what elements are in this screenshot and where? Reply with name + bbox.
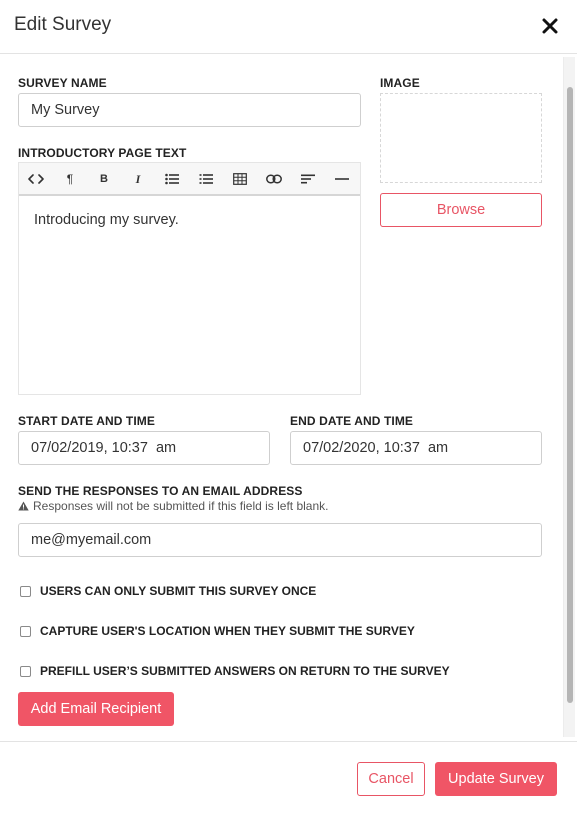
update-survey-button[interactable]: Update Survey xyxy=(435,762,557,796)
checkbox-row-submit-once xyxy=(20,583,316,599)
prefill-answers-checkbox[interactable] xyxy=(20,666,31,677)
table-icon[interactable] xyxy=(229,169,251,189)
bold-icon[interactable]: B xyxy=(100,173,108,185)
modal-footer xyxy=(0,741,577,814)
close-icon[interactable] xyxy=(540,16,560,36)
align-icon[interactable] xyxy=(297,169,319,189)
warning-icon xyxy=(18,501,29,511)
survey-name-label: SURVEY NAME xyxy=(18,76,107,90)
submit-once-checkbox[interactable] xyxy=(20,586,31,597)
bullet-list-icon[interactable] xyxy=(161,169,183,189)
checkbox-row-prefill xyxy=(20,663,450,679)
survey-name-input[interactable] xyxy=(18,93,361,127)
intro-text-label: INTRODUCTORY PAGE TEXT xyxy=(18,146,187,160)
editor-content[interactable]: Introducing my survey. xyxy=(34,212,179,228)
code-icon[interactable] xyxy=(25,169,47,189)
checkbox-row-location xyxy=(20,623,415,639)
paragraph-icon[interactable]: ¶ xyxy=(66,172,74,186)
email-label: SEND THE RESPONSES TO AN EMAIL ADDRESS xyxy=(18,484,303,498)
prefill-answers-label: PREFILL USER’S SUBMITTED ANSWERS ON RETURN TO THE SURVEY xyxy=(40,664,450,678)
numbered-list-icon[interactable] xyxy=(195,169,217,189)
start-date-label: START DATE AND TIME xyxy=(18,414,155,428)
capture-location-label: CAPTURE USER'S LOCATION WHEN THEY SUBMIT THE SURVEY xyxy=(40,624,415,638)
image-dropzone[interactable] xyxy=(380,93,542,183)
email-input[interactable] xyxy=(18,523,542,557)
scrollbar-thumb[interactable] xyxy=(567,87,573,703)
capture-location-checkbox[interactable] xyxy=(20,626,31,637)
italic-icon[interactable]: I xyxy=(135,171,141,186)
modal-header xyxy=(0,0,577,54)
modal-body xyxy=(0,55,577,741)
link-icon[interactable] xyxy=(263,169,285,189)
rich-text-editor xyxy=(18,162,361,395)
start-date-input[interactable] xyxy=(18,431,270,465)
cancel-button[interactable]: Cancel xyxy=(357,762,425,796)
submit-once-label: USERS CAN ONLY SUBMIT THIS SURVEY ONCE xyxy=(40,584,317,598)
end-date-label: END DATE AND TIME xyxy=(290,414,414,428)
email-hint xyxy=(18,499,328,513)
modal-title: Edit Survey xyxy=(14,14,112,35)
email-hint-text: Responses will not be submitted if this field is left blank. xyxy=(33,499,329,513)
horizontal-rule-icon[interactable] xyxy=(331,169,353,189)
end-date-input[interactable] xyxy=(290,431,542,465)
browse-button[interactable]: Browse xyxy=(380,193,542,227)
editor-toolbar xyxy=(19,163,360,196)
image-label: IMAGE xyxy=(380,76,420,90)
add-email-recipient-button[interactable]: Add Email Recipient xyxy=(18,692,174,726)
scrollbar[interactable] xyxy=(563,57,575,737)
